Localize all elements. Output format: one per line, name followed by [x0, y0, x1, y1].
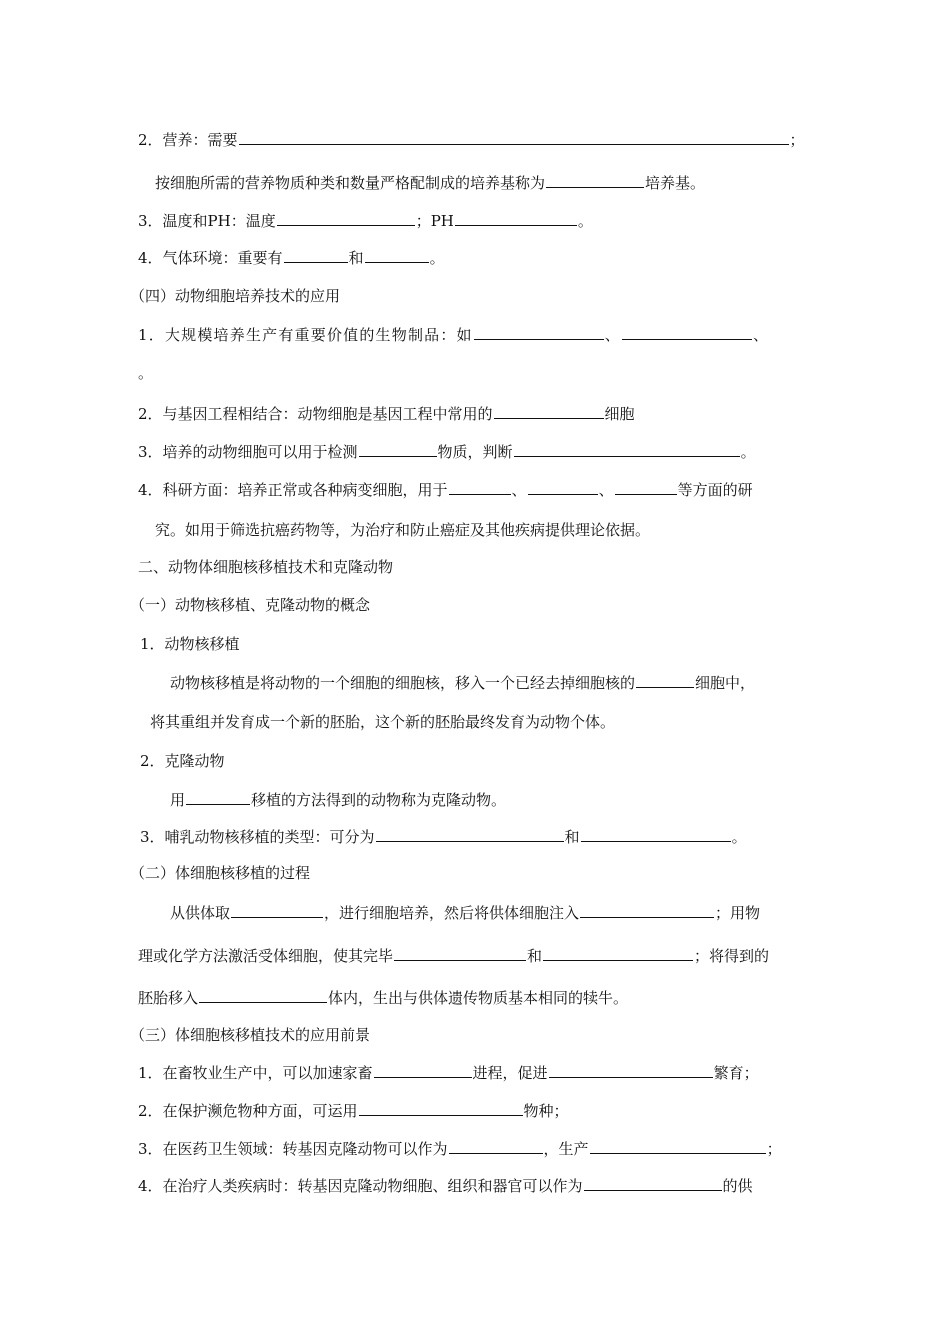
text: 4．气体环境：重要有: [138, 249, 283, 267]
blank-field[interactable]: [615, 479, 677, 495]
text: 胚胎移入: [138, 989, 199, 1007]
text: 的供: [722, 1177, 753, 1195]
blank-field[interactable]: [365, 247, 429, 263]
part-heading: [138, 557, 393, 577]
text: （三）体细胞核移植技术的应用前景: [130, 1026, 371, 1044]
blank-field[interactable]: [455, 210, 577, 226]
text: 繁育；: [713, 1064, 759, 1082]
blank-field[interactable]: [543, 945, 693, 961]
text: 3．温度和PH：温度: [138, 212, 276, 230]
text: （四）动物细胞培养技术的应用: [130, 287, 341, 305]
line-detection: [138, 441, 756, 461]
line-nuclear-transfer-cont: [150, 712, 615, 732]
text: 和: [348, 249, 364, 267]
text: 1．动物核移植: [140, 635, 240, 653]
text: 理或化学方法激活受体细胞，使其完毕: [138, 947, 394, 965]
blank-field[interactable]: [514, 441, 740, 457]
line-nutrition: [138, 129, 805, 149]
text: ；将得到的: [694, 947, 770, 965]
blank-field[interactable]: [580, 902, 714, 918]
blank-field[interactable]: [581, 826, 731, 842]
text: 按细胞所需的营养物质种类和数量严格配制成的培养基称为: [155, 174, 546, 192]
line-continuation: [138, 363, 153, 383]
blank-field[interactable]: [622, 324, 752, 340]
blank-field[interactable]: [636, 672, 694, 688]
text: ；: [789, 131, 805, 149]
text: 3．在医药卫生领域：转基因克隆动物可以作为: [138, 1140, 448, 1158]
line-temperature-ph: [138, 210, 593, 230]
blank-field[interactable]: [199, 987, 327, 1003]
section-heading: [130, 595, 370, 615]
line-nuclear-transfer-def: [170, 672, 755, 692]
subsection-heading: [140, 751, 225, 771]
line-medicine: [138, 1138, 782, 1158]
text: 动物核移植是将动物的一个细胞的细胞核，移入一个已经去掉细胞核的: [170, 674, 636, 692]
line-process-3: [138, 987, 628, 1007]
blank-field[interactable]: [584, 1175, 722, 1191]
text: 2．与基因工程相结合：动物细胞是基因工程中常用的: [138, 405, 493, 423]
text: 物种；: [523, 1102, 569, 1120]
blank-field[interactable]: [474, 324, 604, 340]
text: 将其重组并发育成一个新的胚胎，这个新的胚胎最终发育为动物个体。: [150, 713, 616, 731]
text: ，进行细胞培养，然后将供体细胞注入: [324, 904, 580, 922]
text: 2．营养：需要: [138, 131, 238, 149]
blank-field[interactable]: [359, 441, 437, 457]
text: 1．大规模培养生产有重要价值的生物制品：如: [138, 326, 473, 344]
text: 用: [170, 791, 186, 809]
text: 和: [564, 828, 580, 846]
blank-field[interactable]: [528, 479, 598, 495]
blank-field[interactable]: [374, 1062, 472, 1078]
line-bioproducts: [138, 324, 769, 344]
text: 3．哺乳动物核移植的类型：可分为: [140, 828, 375, 846]
text: 从供体取: [170, 904, 231, 922]
text: ；PH: [415, 212, 454, 230]
text: （一）动物核移植、克隆动物的概念: [130, 596, 371, 614]
line-clone-def: [170, 789, 506, 809]
text: 1．在畜牧业生产中，可以加速家畜: [138, 1064, 373, 1082]
text: ，生产: [543, 1140, 589, 1158]
text: 2．克隆动物: [140, 752, 225, 770]
text: 二、动物体细胞核移植技术和克隆动物: [138, 558, 394, 576]
blank-field[interactable]: [277, 210, 415, 226]
text: 4．在治疗人类疾病时：转基因克隆动物细胞、组织和器官可以作为: [138, 1177, 583, 1195]
text: 。: [740, 443, 756, 461]
blank-field[interactable]: [231, 902, 323, 918]
line-research: [138, 479, 753, 499]
line-disease-treatment: [138, 1175, 753, 1195]
text: 等方面的研: [677, 481, 753, 499]
blank-field[interactable]: [449, 479, 511, 495]
text: 、: [511, 481, 527, 499]
text: 细胞: [604, 405, 635, 423]
line-genetic-engineering: [138, 403, 635, 423]
blank-field[interactable]: [546, 172, 644, 188]
text: 3．培养的动物细胞可以用于检测: [138, 443, 358, 461]
text: ；用物: [715, 904, 761, 922]
line-transfer-types: [140, 826, 747, 846]
section-heading: [130, 863, 310, 883]
text: 和: [527, 947, 543, 965]
blank-field[interactable]: [449, 1138, 543, 1154]
blank-field[interactable]: [284, 247, 348, 263]
line-livestock: [138, 1062, 759, 1082]
blank-field[interactable]: [359, 1100, 523, 1116]
line-gas-environment: [138, 247, 445, 267]
text: 、: [598, 481, 614, 499]
text: （二）体细胞核移植的过程: [130, 864, 311, 882]
line-endangered-species: [138, 1100, 569, 1120]
text: 2．在保护濒危物种方面，可运用: [138, 1102, 358, 1120]
line-research-cont: [155, 520, 650, 540]
blank-field[interactable]: [394, 945, 526, 961]
text: 。: [138, 364, 154, 382]
section-heading: [130, 1025, 370, 1045]
text: ；: [766, 1140, 782, 1158]
text: 。: [731, 828, 747, 846]
line-process-2: [138, 945, 769, 965]
text: 。: [577, 212, 593, 230]
blank-field[interactable]: [239, 129, 789, 145]
blank-field[interactable]: [494, 403, 604, 419]
line-synthetic-medium: [155, 172, 705, 192]
text: 培养基。: [645, 174, 706, 192]
text: 细胞中，: [695, 674, 756, 692]
text: 进程，促进: [472, 1064, 548, 1082]
section-heading: [130, 286, 340, 306]
text: 物质，判断: [437, 443, 513, 461]
text: 移植的方法得到的动物称为克隆动物。: [251, 791, 507, 809]
text: 、: [604, 326, 621, 344]
text: 4．科研方面：培养正常或各种病变细胞，用于: [138, 481, 448, 499]
blank-field[interactable]: [376, 826, 564, 842]
blank-field[interactable]: [590, 1138, 766, 1154]
text: 。: [429, 249, 445, 267]
blank-field[interactable]: [549, 1062, 713, 1078]
subsection-heading: [140, 634, 240, 654]
text: 究。如用于筛选抗癌药物等，为治疗和防止癌症及其他疾病提供理论依据。: [155, 521, 651, 539]
blank-field[interactable]: [186, 789, 250, 805]
text: 体内，生出与供体遗传物质基本相同的犊牛。: [328, 989, 629, 1007]
text: 、: [752, 326, 770, 344]
line-process-1: [170, 902, 760, 922]
